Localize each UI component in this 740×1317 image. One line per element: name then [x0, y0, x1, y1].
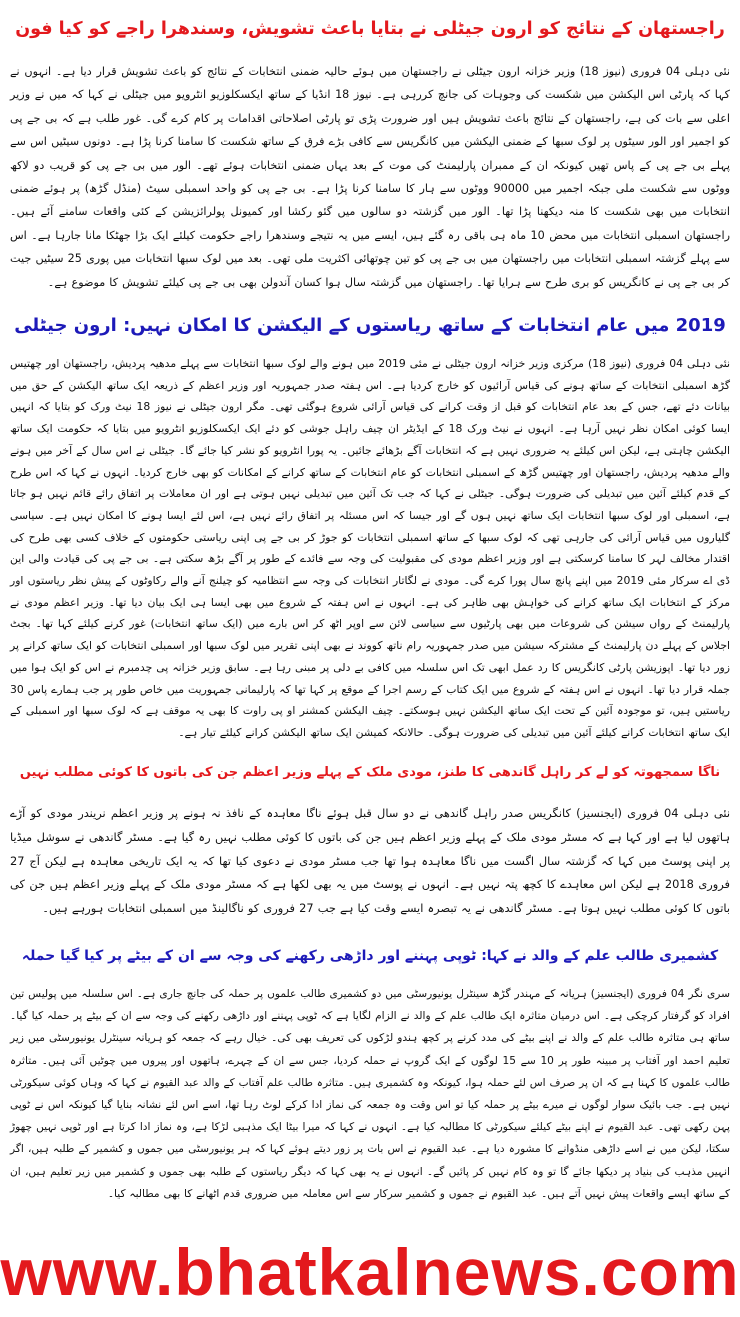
article-body: سری نگر 04 فروری (ایجنسیز) ہریانہ کے مہندر گڑھ سینٹرل یونیورسٹی میں دو کشمیری طالب علموں پر حملہ کی جانچ جاری ہے۔ اس سلسلہ میں پولیس تین افراد کو گرفتار کرچکی ہے۔ اس درمیان متاثرہ ایک طالب علم کے والد نے الزام لگایا ہے کہ ٹوپی پہننے اور داڑھی رکھنے کی وجہ سے ان کے بیٹے پر حملہ کیا گیا۔ ساتھ ہی متاثرہ طالب علم کے والد نے اپنے بیٹے کی مدد کرنے پر کچھ ہندو لڑکوں کی تعریف بھی کی۔ خیال رہے کہ جمعہ کو ہریانہ سینٹرل یونیورسٹی میں زیر تعلیم احمد اور آفتاب پر مبینہ طور پر 10 سے 15 لوگوں کے ایک گروپ نے حملہ کردیا، جس سے ان کے چہرے، ہاتھوں اور پیروں میں چوٹیں آئی ہیں۔ متاثرہ طالب علموں کا کہنا ہے کہ ان پر صرف اس لئے حملہ ہوا، کیونکہ وہ کشمیری ہیں۔ متاثرہ طالب علم آفتاب کے والد عبد القیوم نے کہا کہ وہاں کوئی سیکورٹی نہیں ہے۔ جب بائیک سوار لوگوں نے میرے بیٹے پر حملہ کیا تو اس وقت وہ جمعہ کی نماز ادا کرکے لوٹ رہا تھا، اسے اس لئے نشانہ بنایا گیا کیونکہ اس نے ٹوپی پہن رکھی تھی۔ عبد القیوم نے اپنے بیٹے کیلئے سیکورٹی کا مطالبہ کیا ہے۔ انہوں نے کہا کہ میرا بیٹا ایک مذہبی لڑکا ہے، وہ نماز ادا کرتا ہے اور ٹوپی نہیں چھوڑ سکتا، لیکن میں نے اسے داڑھی منڈوانے کا مشورہ دیا ہے۔ عبد القیوم نے اس بات پر زور دیتے ہوئے کہا کہ ہر یونیورسٹی میں جموں و کشمیر کے طلبہ ہیں، اگر انہیں مذہب کی بنیاد پر دیکھا جائے گا تو وہ کام نہیں کر پائیں گے۔ انہوں نے یہ بھی کہا کہ دیگر ریاستوں کے طلبہ بھی جموں و کشمیر میں زیر تعلیم ہیں، ان کے ساتھ ایسے واقعات پیش نہیں آتے ہیں۔ عبد القیوم نے جموں و کشمیر سرکار سے اس معاملہ میں ضروری قدم اٹھانے کا بھی مطالبہ کیا۔ — [10, 988, 730, 1200]
article-naga-accord — [10, 752, 730, 921]
article-headline: 2019 میں عام انتخابات کے ساتھ ریاستوں کے الیکشن کا امکان نہیں: ارون جیٹلی — [14, 315, 726, 336]
article-kashmiri-student — [10, 935, 730, 1205]
site-logo: www.bhatkalnews.com — [0, 1235, 740, 1309]
article-body: نئی دہلی 04 فروری (نیوز 18) وزیر خزانہ ارون جیٹلی نے راجستھان میں ہوئے حالیہ ضمنی انتخابات کے نتائج کو باعث تشویش قرار دیا ہے۔ انہوں نے کہا کہ پارٹی اس الیکشن میں شکست کی وجوہات کی جانچ کررہی ہے۔ نیوز 18 انڈیا کے ساتھ ایکسکلوزیو انٹرویو میں جیٹلی نے کہا کہ میں نے وزیر اعلی سے بات کی ہے، راجستھان کے نتائج باعث تشویش ہیں اور ضرورت پڑی تو پارٹی اصلاحاتی اقدامات پر کام کرے گی۔ غور طلب ہے کہ بی جے پی کو اجمیر اور الور سیٹوں پر لوک سبھا کے ضمنی الیکشن میں کانگریس سے کافی بڑے فرق کے ساتھ شکست کا سامنا کرنا پڑا ہے۔ دونوں سیٹیں اس سے پہلے بی جے پی کے پاس تھیں کیونکہ ان کے ممبران پارلیمنٹ کی موت کے بعد یہاں ضمنی انتخابات ہوئے تھے۔ الور میں بی جے پی کو قریب دو لاکھ ووٹوں سے شکست ملی جبکہ اجمیر میں 90000 ووٹوں سے ہار کا سامنا کرنا پڑا ہے۔ بی جے پی کو واحد اسمبلی سیٹ (منڈل گڑھ) پر ہوئے ضمنی انتخابات میں بھی شکست کا منہ دیکھنا پڑا تھا۔ الور میں گزشتہ دو سالوں میں گئو رکشا اور کمیونل پولرائزیشن کے کئی واقعات سامنے آئے ہیں۔ راجستھان اسمبلی انتخابات میں محض 10 ماہ ہی باقی رہ گئے ہیں، ایسے میں یہ نتیجے وسندھرا راجے حکومت کیلئے ایک بڑا جھٹکا مانا جارہا ہے۔ اس سے پہلے گزشتہ اسمبلی انتخابات میں راجستھان میں بی جے پی کو تین چوتھائی اکثریت ملی تھی۔ بعد میں لوک سبھا انتخابات میں پوری 25 سیٹیں جیت کر بی جے پی نے کانگریس کو بری طرح سے ہرایا تھا۔ راجستھان میں گزشتہ سال ہوا کسان آندولن بھی بی جے پی کیلئے تشویش کا موضوع ہے۔ — [10, 65, 730, 289]
article-body: نئی دہلی 04 فروری (ایجنسیز) کانگریس صدر راہل گاندھی نے دو سال قبل ہوئے ناگا معاہدہ کے نافذ نہ ہونے پر وزیر اعظم نریندر مودی کو آڑے ہاتھوں لیا ہے اور کہا ہے کہ مسٹر مودی ملک کے پہلے وزیر اعظم ہیں جن کی باتوں کا کوئی مطلب نہیں رہ گیا ہے۔ مسٹر گاندھی نے سوشل میڈیا پر اپنی پوسٹ میں کہا کہ گزشتہ سال اگست میں ناگا معاہدہ ہوا تھا جب مسٹر مودی نے دعوی کیا تھا کہ یہ ایک تاریخی معاہدہ ہے لیکن آج 27 فروری 2018 ہے لیکن اس معاہدے کا کچھ پتہ نہیں ہے۔ انہوں نے پوسٹ میں یہ بھی لکھا ہے کہ مسٹر مودی ملک کے پہلے وزیر اعظم ہیں جن کی باتوں کا کوئی مطلب نہیں ہوتا ہے۔ مسٹر گاندھی نے یہ تبصرہ ایسے وقت کیا ہے جب 27 فروری کو ناگالینڈ میں اسمبلی انتخابات ہورہے ہیں۔ — [10, 806, 730, 916]
article-headline: ناگا سمجھوتہ کو لے کر راہل گاندھی کا طنز، مودی ملک کے پہلے وزیر اعظم جن کی باتوں کا کوئی مطلب نہیں — [19, 765, 721, 780]
article-body: نئی دہلی 04 فروری (نیوز 18) مرکزی وزیر خزانہ ارون جیٹلی نے مئی 2019 میں ہونے والے لوک سبھا انتخابات سے پہلے مدھیہ پردیش، راجستھان اور چھتیس گڑھ اسمبلی انتخابات کے ساتھ ہونے کی قیاس آرائیوں کو خارج کردیا ہے۔ اس ہفتہ صدر جمہوریہ اور وزیر اعظم کے ذریعہ ایک ساتھ الیکشن کے حق میں بیانات دئے تھے، جس کے بعد عام انتخابات کو قبل از وقت کرانے کی قیاس آرائی شروع ہوگئی تھی۔ مگر ارون جیٹلی نے نیوز 18 نیٹ ورک کو بتایا کہ انہیں ایسا کوئی امکان نظر نہیں آرہا ہے۔ انہوں نے نیٹ ورک 18 کے ایڈیٹر ان چیف راہل جوشی کو دئے ایک ایکسکلوزیو انٹرویو میں بتایا کہ حکومت ایک ساتھ الیکشن چاہتی ہے، لیکن اس کیلئے یہ ضروری نہیں ہے کہ انتخابات آگے بڑھائے جائیں۔ یہ پورا انٹرویو کو نشر کیا جائے گا۔ جیٹلی نے اس سال کے آخر میں ہونے والے مدھیہ پردیش، راجستھان اور چھتیس گڑھ کے اسمبلی انتخابات کو عام انتخابات کے ساتھ کرانے کے امکانات کو بھی خارج کردیا۔ انہوں نے کہا کہ اس طرح کے قدم کیلئے آئین میں تبدیلی کی ضرورت ہوگی۔ جیٹلی نے کہا کہ جب تک آئین میں تبدیلی نہیں ہوتی ہے اور ان معاملات پر اتفاق رائے قائم نہیں ہو جاتا ہے، اسمبلی اور لوک سبھا انتخابات ایک ساتھ نہیں ہوں گے اور جیسا کہ اس مسئلہ پر اتفاق رائے نہیں ہے، اس لئے ایسا ہونے کا امکان نہیں ہے۔ سیاسی گلیاروں میں قیاس آرائی کی جارہی تھی کہ لوک سبھا کے ساتھ اسمبلی انتخابات کو جوڑ کر بی جے پی اپنی ریاستی حکومتوں کے خلاف کسی بھی طرح کی اقتدار مخالف لہر کا سامنا کرسکتی ہے اور وزیر اعظم مودی کی مقبولیت کی وجہ سے فائدے کے طور پر آگے بڑھ سکتی ہے۔ بی جے پی کی قیادت والی این ڈی اے سرکار مئی 2019 میں اپنے پانچ سال پورا کرے گی۔ مودی نے لگاتار انتخابات کی وجہ سے انتظامیہ کو چیلنج آنے والے رکاوٹوں کے پیش نظر ریاستوں اور مرکز کے انتخابات ایک ساتھ کرانے کی خواہش بھی ظاہر کی ہے۔ انہوں نے اس ہفتہ کے شروع میں بھی ایسا ہی ایک بیان دیا تھا۔ وزیر اعظم مودی نے پارلیمنٹ کے رواں سیشن کی شروعات میں بھی پارٹیوں سے سیاسی لائن سے اوپر اٹھ کر اس بارے میں (ایک ساتھ انتخابات) غور کرنے کیلئے کہا تھا۔ بجٹ اجلاس کے پہلے دن پارلیمنٹ کے مشترکہ سیشن میں صدر جمہوریہ رام ناتھ کووند نے بھی اپنی تقریر میں لوک سبھا اور اسمبلی انتخابات کو ایک ساتھ کرانے پر زور دیا تھا۔ اپوزیشن پارٹی کانگریس کا رد عمل ابھی تک اس سلسلہ میں کافی بے دلی پر مبنی رہا ہے۔ سابق وزیر خزانہ پی چدمبرم نے اس کو ایک ہوا میں جملہ قرار دیا تھا۔ انہوں نے اس ہفتہ کے شروع میں ایک کتاب کے رسم اجرا کے موقع پر کہا تھا کہ پارلیمانی جمہوریت میں خاص طور پر جب ہمارے پاس 30 ریاستیں ہیں، تو موجودہ آئین کے تحت ایک ساتھ الیکشن نہیں ہوسکتے۔ چیف الیکشن کمشنر او پی راوت کا بھی یہ موقف ہے کہ لوک سبھا اور اسمبلی کے ایک ساتھ انتخابات کرانے کیلئے آئین میں تبدیلی کی ضرورت ہوگی۔ حالانکہ کمیشن ایک ساتھ الیکشن کرانے کیلئے تیار ہے۔ — [10, 357, 731, 739]
article-headline: کشمیری طالب علم کے والد نے کہا: ٹوپی پہننے اور داڑھی رکھنے کی وجہ سے ان کے بیٹے پر کیا گیا حملہ — [21, 948, 719, 964]
article-rajasthan-results — [10, 8, 730, 294]
article-simultaneous-elections — [10, 305, 730, 744]
article-headline: راجستھان کے نتائج کو ارون جیٹلی نے بتایا باعث تشویش، وسندھرا راجے کو کیا فون — [15, 19, 725, 39]
